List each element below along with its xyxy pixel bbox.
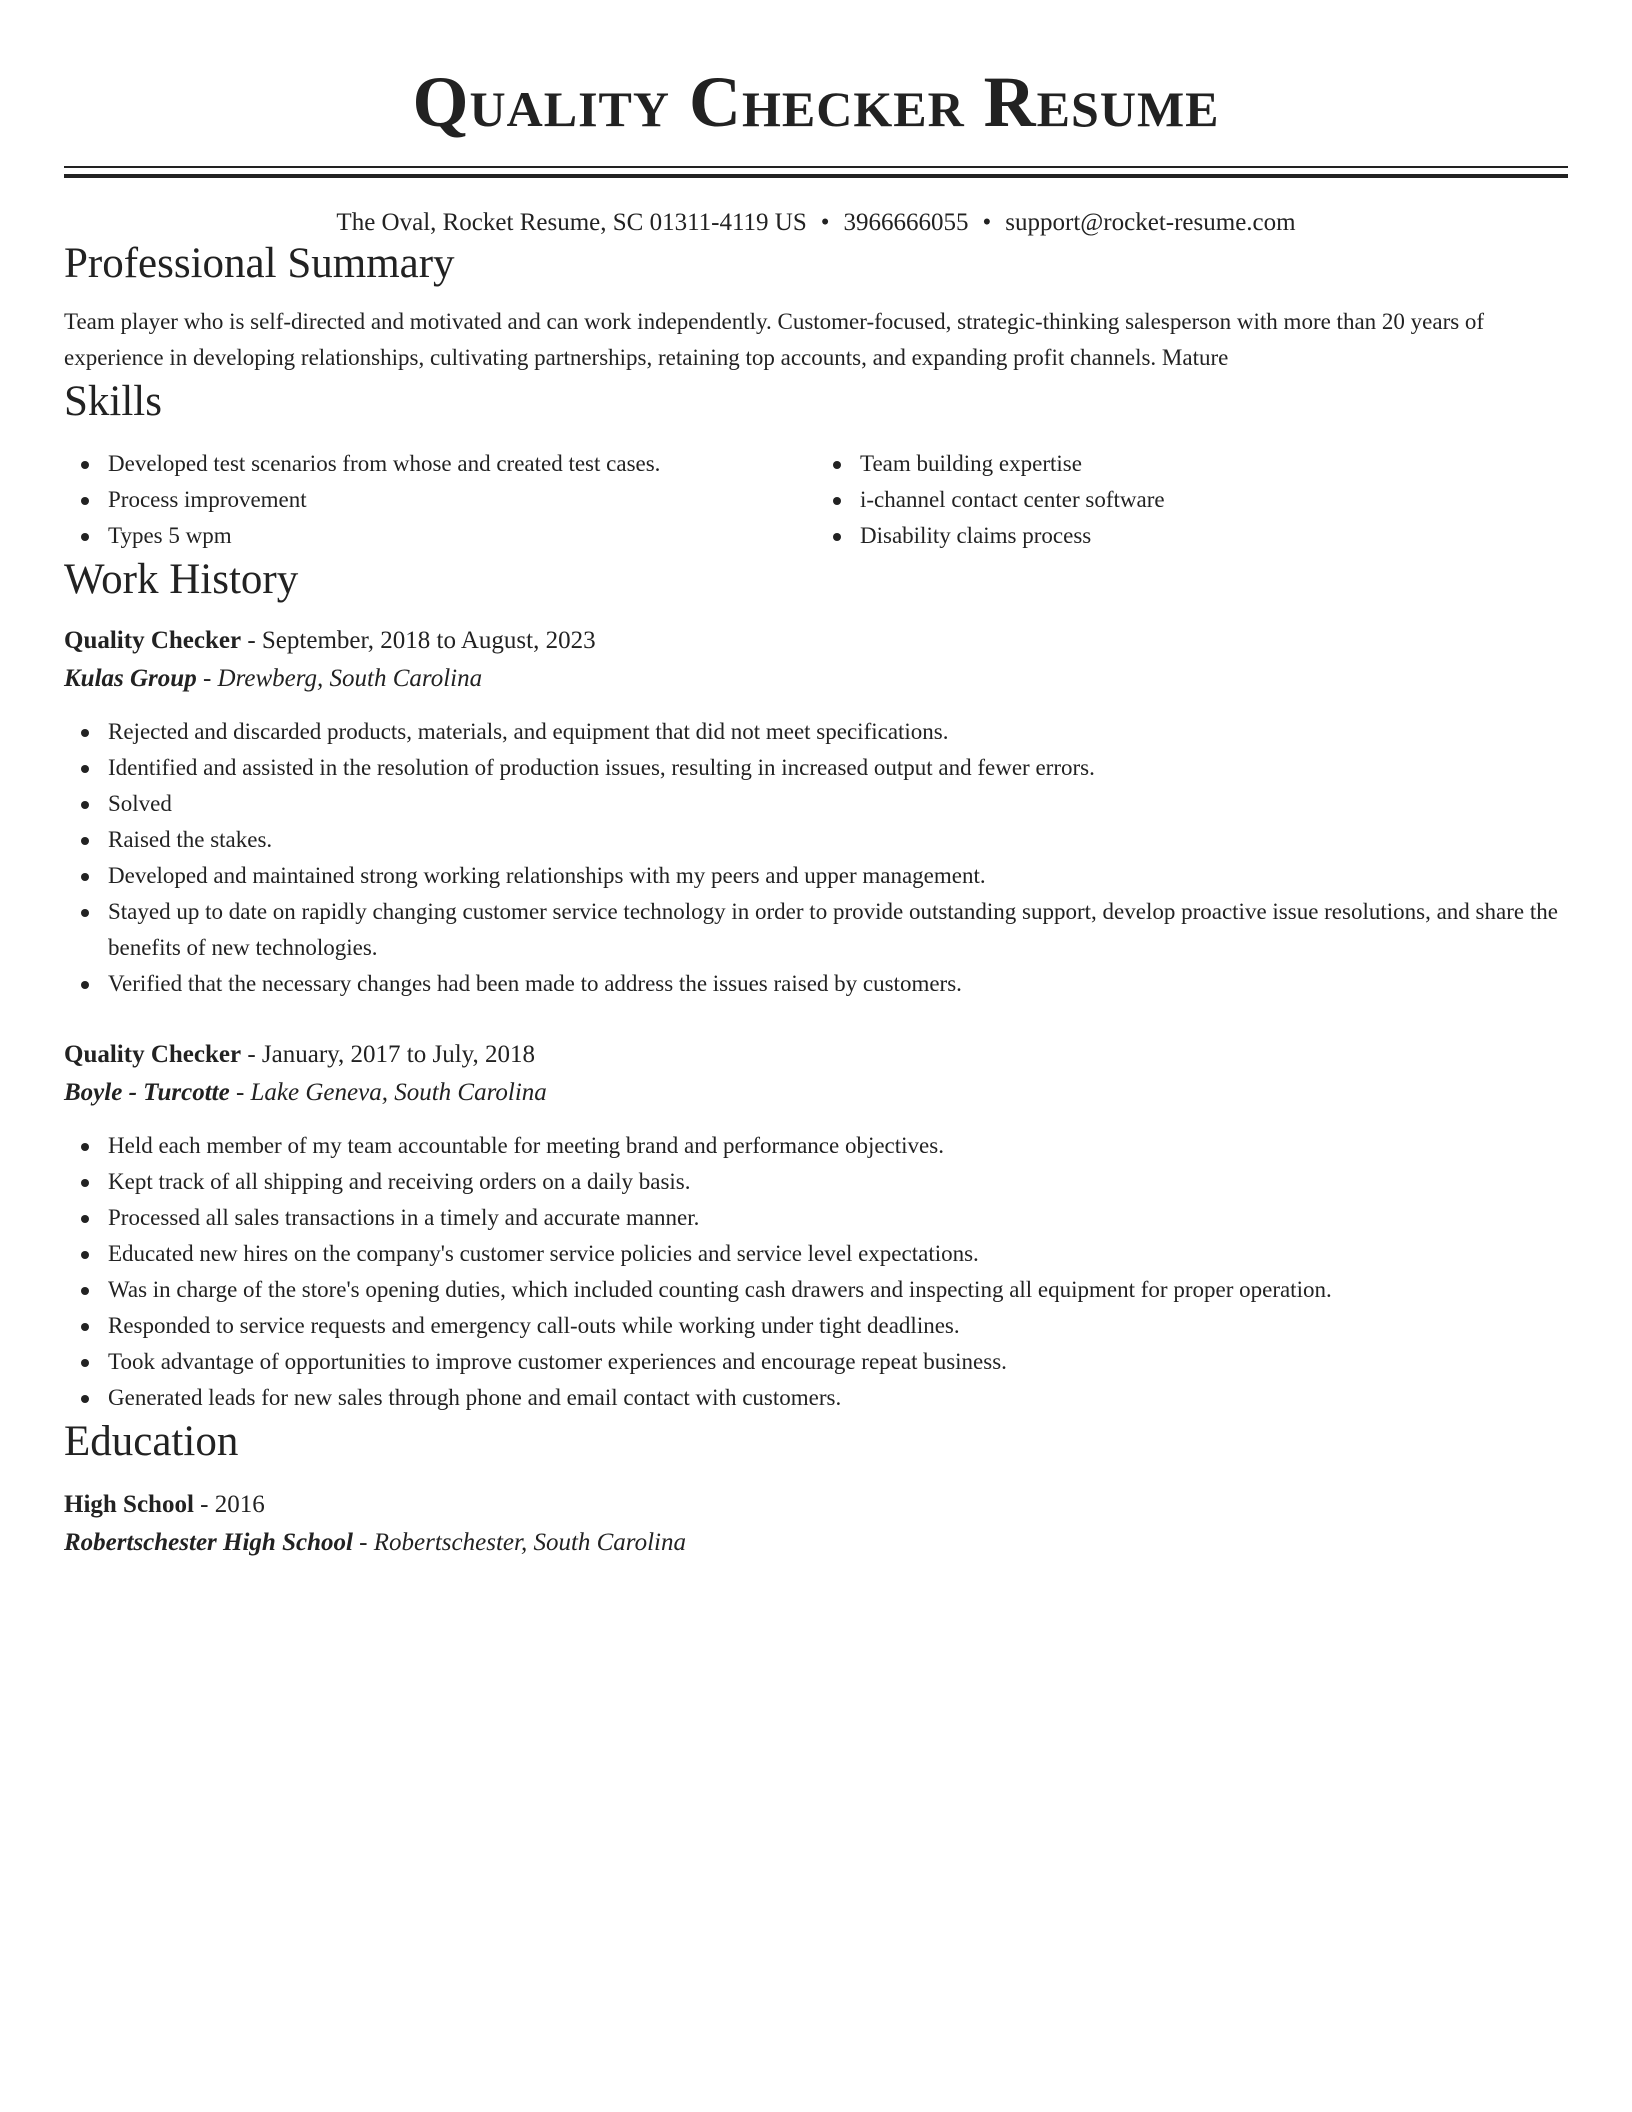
education-heading: Education <box>64 1418 239 1465</box>
job-title: Quality Checker <box>64 1041 242 1068</box>
job-bullet: Processed all sales transactions in a timely and accurate manner. <box>108 1200 1568 1236</box>
resume-title: Quality Checker Resume <box>412 62 1220 142</box>
education-school: Robertschester High School <box>64 1529 353 1556</box>
contact-phone: 3966666055 <box>843 209 969 236</box>
job-dates: - January, 2017 to July, 2018 <box>241 1041 536 1068</box>
title-rule-thin <box>64 166 1568 168</box>
skill-item: Types 5 wpm <box>108 518 816 554</box>
job-title: Quality Checker <box>64 627 242 654</box>
job-bullet: Rejected and discarded products, materials, and equipment that did not meet specifications. <box>108 714 1568 750</box>
job-bullet: Educated new hires on the company's customer service policies and service level expectations. <box>108 1236 1568 1272</box>
job-bullet: Developed and maintained strong working relationships with my peers and upper management. <box>108 858 1568 894</box>
job-bullet: Kept track of all shipping and receiving orders on a daily basis. <box>108 1164 1568 1200</box>
skill-item: Team building expertise <box>860 446 1568 482</box>
title-rule-thick <box>64 174 1568 178</box>
education-degree: High School <box>64 1491 194 1518</box>
education-header <box>64 1486 1568 1524</box>
skill-item: Disability claims process <box>860 518 1568 554</box>
skills-column-right <box>816 446 1568 554</box>
job-entry <box>64 1036 1568 1416</box>
job-bullet: Raised the stakes. <box>108 822 1568 858</box>
job-company-line <box>64 660 1568 698</box>
job-header <box>64 1036 1568 1074</box>
job-bullet: Solved <box>108 786 1568 822</box>
contact-line <box>64 208 1568 238</box>
job-location: - Lake Geneva, South Carolina <box>229 1079 547 1106</box>
skills-heading: Skills <box>64 378 162 425</box>
skill-item: i-channel contact center software <box>860 482 1568 518</box>
job-bullet: Responded to service requests and emergency call-outs while working under tight deadlines. <box>108 1308 1568 1344</box>
work-history-heading: Work History <box>64 556 299 603</box>
job-bullet: Held each member of my team accountable for meeting brand and performance objectives. <box>108 1128 1568 1164</box>
job-bullet: Was in charge of the store's opening duties, which included counting cash drawers and inspecting all equipment for proper operation. <box>108 1272 1568 1308</box>
job-bullet: Verified that the necessary changes had been made to address the issues raised by customers. <box>108 966 1568 1002</box>
job-bullets <box>64 714 1568 1002</box>
job-company: Kulas Group <box>64 665 197 692</box>
skill-item: Developed test scenarios from whose and created test cases. <box>108 446 816 482</box>
education-entry <box>64 1486 1568 1562</box>
contact-address: The Oval, Rocket Resume, SC 01311-4119 US <box>336 209 807 236</box>
job-bullet: Generated leads for new sales through phone and email contact with customers. <box>108 1380 1568 1416</box>
education-year: - 2016 <box>193 1491 265 1518</box>
contact-separator: • <box>982 209 992 236</box>
job-entry <box>64 622 1568 1002</box>
summary-text: Team player who is self-directed and motivated and can work independently. Customer-focused, strategic-thinking salesperson with more than 20 years of experience in developing relationships, cultivating partnerships, retaining top accounts, and expanding profit channels. Mature <box>64 309 1485 370</box>
contact-separator: • <box>820 209 830 236</box>
skills-column-left <box>64 446 816 554</box>
education-location: - Robertschester, South Carolina <box>352 1529 687 1556</box>
skill-item: Process improvement <box>108 482 816 518</box>
education-school-line <box>64 1524 1568 1562</box>
job-bullet: Took advantage of opportunities to improve customer experiences and encourage repeat business. <box>108 1344 1568 1380</box>
job-header <box>64 622 1568 660</box>
job-company: Boyle - Turcotte <box>64 1079 230 1106</box>
job-bullets <box>64 1128 1568 1416</box>
job-bullet: Stayed up to date on rapidly changing customer service technology in order to provide outstanding support, develop proactive issue resolutions, and share the benefits of new technologies. <box>108 894 1568 966</box>
contact-email: support@rocket-resume.com <box>1005 209 1296 236</box>
job-company-line <box>64 1074 1568 1112</box>
skills-list <box>64 446 1568 554</box>
job-dates: - September, 2018 to August, 2023 <box>241 627 596 654</box>
job-location: - Drewberg, South Carolina <box>196 665 483 692</box>
job-bullet: Identified and assisted in the resolution of production issues, resulting in increased output and fewer errors. <box>108 750 1568 786</box>
summary-heading: Professional Summary <box>64 240 455 287</box>
